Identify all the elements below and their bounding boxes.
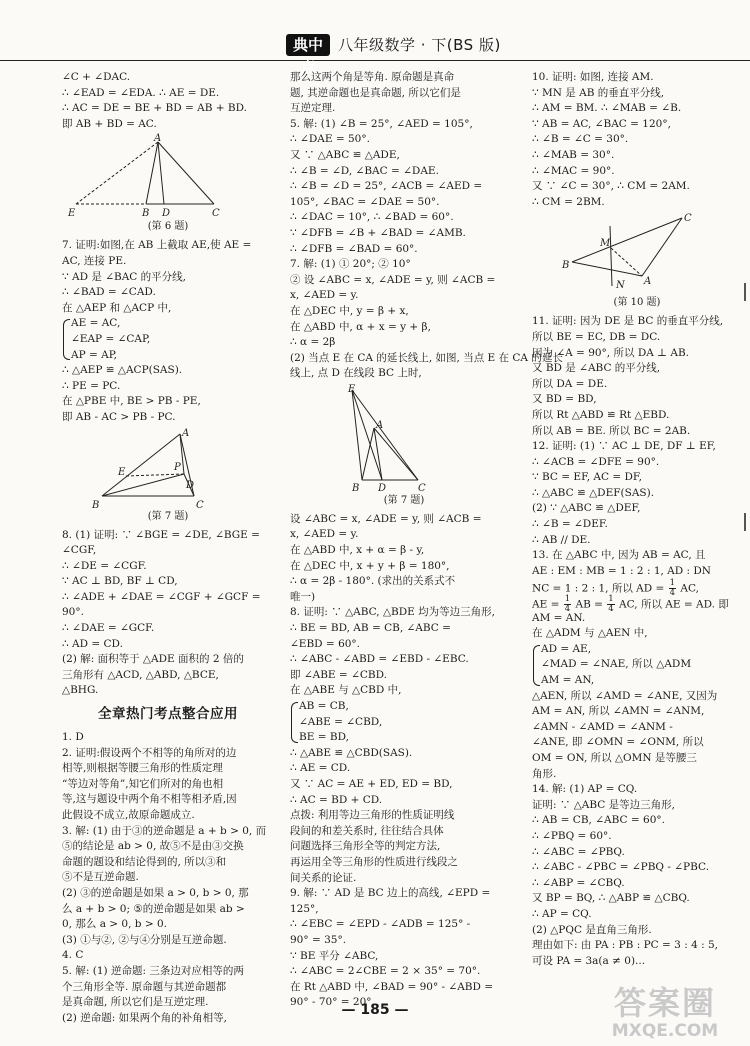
text-line: 因为 ∠A = 90°, 所以 DA ⊥ AB.: [532, 346, 690, 359]
fig6-label-e: E: [68, 208, 76, 220]
fraction-den: 4: [564, 604, 571, 615]
text-line: ∴ BE = BD, AB = CB, ∠ABC =: [290, 622, 451, 635]
section-title: 全章热门考点整合应用: [98, 706, 238, 723]
text-line: 所以 AB = BE. 所以 BC = 2AB.: [532, 424, 691, 437]
text-line: 8. (1) 证明: ∵ ∠BGE = ∠DE, ∠BGE =: [62, 528, 260, 541]
text-line: ∴ ∠DFB = ∠BAD = 60°.: [290, 242, 418, 255]
text-line: AB = CB,: [299, 700, 349, 712]
text-line: ∴ ∠B = ∠D, ∠BAC = ∠DAE.: [290, 164, 439, 177]
text-line: 又 BD = BD,: [532, 393, 597, 406]
text-line: ∴ AC = BD + CD.: [290, 793, 383, 806]
figure-7-diagram: [62, 428, 262, 510]
fig7b-label-b: B: [352, 482, 360, 494]
fig10-label-m: M: [600, 238, 611, 250]
text-line: ∴ α = 2β: [290, 336, 336, 349]
text-line: ∴ ∠EAD = ∠EDA. ∴ AE = DE.: [62, 86, 220, 99]
text-line: 又 ∵ AC = AE + ED, ED = BD,: [290, 777, 453, 790]
figure-7b-diagram: [290, 384, 510, 494]
text-line: 即 AB + BD = AC.: [62, 117, 157, 130]
fraction-num: 1: [564, 594, 571, 605]
text-line: 即 ∠ABE = ∠CBD.: [290, 668, 388, 681]
watermark: [590, 985, 740, 1043]
text-line: ∴ ∠BAD = ∠CAD.: [62, 286, 156, 299]
text-line: 1. D: [62, 731, 84, 743]
column-1: [62, 70, 274, 1026]
figure-7b: [290, 384, 518, 508]
answer-7-cont: [62, 363, 274, 425]
answers-13-14: [532, 689, 742, 970]
text-line: ∴ CM = 2BM.: [532, 195, 605, 208]
text-line: AE : EM : MB = 1 : 2 : 1, AD : DN: [532, 564, 711, 577]
page-header: [0, 30, 750, 76]
fig7-label-e: E: [118, 466, 126, 478]
text-line: (2) ∵ △ABC ≌ △DEF,: [532, 502, 641, 515]
text-line: ∴ ∠DAE = 50°.: [290, 133, 370, 146]
fig7b-label-e: E: [348, 383, 356, 395]
text-line: ∴ ∠ADE + ∠DAE = ∠CGF + ∠GCF =: [62, 590, 261, 603]
text-line: 又 ∵ △ABC ≌ △ADE,: [290, 148, 400, 161]
text-line: 13. 在 △ABC 中, 因为 AB = AC, 且: [532, 549, 706, 562]
answer-7-brace: [62, 316, 274, 363]
answer-block-2: [290, 512, 518, 699]
text-line: AP = AP,: [71, 348, 117, 361]
margin-mark: [744, 513, 746, 531]
text-line: (2) △PQC 是直角三角形.: [532, 923, 652, 936]
fig7-label-d: D: [186, 479, 195, 491]
fig7-label-c: C: [196, 499, 204, 511]
text-line: 在 △ABD 中, x + α = β - y,: [290, 544, 425, 557]
text-line: 3. 解: (1) 由于③的逆命题是 a + b > 0, 而: [62, 824, 267, 837]
text-line: ∴ ∠ACB = ∠DFE = 90°.: [532, 455, 660, 468]
text-line: ∠EAP = ∠CAP,: [71, 332, 151, 345]
text-line: 个三角形全等. 原命题与其逆命题都: [62, 980, 227, 993]
text-line: (2) 当点 E 在 CA 的延长线上, 如图, 当点 E 在 CA 的延长: [290, 351, 563, 364]
text-line: ∴ ∠DAC = 10°, ∴ ∠BAD = 60°.: [290, 211, 454, 224]
fig6-label-d: D: [162, 208, 171, 220]
text-line: 8. 证明: ∵ △ABC, △BDE 均为等边三角形,: [290, 606, 496, 619]
text-line: 90°.: [62, 606, 84, 619]
frac-line-pre: NC = 1 : 2 : 1, 所以 AD =: [532, 582, 665, 595]
fig6-label-c: C: [212, 208, 220, 220]
text-line: ∴ AP = CQ.: [532, 907, 592, 920]
text-line: ∴ △AEP ≌ △ACP(SAS).: [62, 364, 183, 377]
text-line: ∵ AC ⊥ BD, BF ⊥ CD,: [62, 575, 178, 588]
text-line: 即 AB - AC > PB - PC.: [62, 410, 176, 423]
text-line: 证明: ∵ △ABC 是等边三角形,: [532, 798, 675, 811]
text-line: AC, 连接 PE.: [62, 254, 127, 267]
frac-line2-pre: AE =: [532, 598, 560, 611]
text-line: ∴ AE = CD.: [290, 762, 351, 775]
text-line: 是真命题, 所以它们是互逆定理.: [62, 996, 209, 1009]
fig10-label-b: B: [562, 260, 570, 272]
text-line: (2) 逆命题: 如果两个角的补角相等,: [62, 1011, 227, 1024]
fraction-num: 1: [608, 594, 614, 605]
text-line: △BHG.: [62, 684, 99, 697]
text-line: (2) ③的逆命题是如果 a > 0, b > 0, 那: [62, 886, 249, 899]
answer-block: [62, 70, 274, 132]
text-line: 可设 PA = 3a(a ≠ 0)...: [532, 954, 646, 967]
text-line: 12. 证明: (1) ∵ AC ⊥ DE, DF ⊥ EF,: [532, 440, 716, 453]
text-line: 105°, ∠BAC = ∠DAE = 50°.: [290, 195, 440, 208]
text-line: 命题的题设和结论得到的, 所以③和: [62, 855, 227, 868]
text-line: ∴ ∠B = ∠C = 30°.: [532, 133, 629, 146]
text-line: 又 ∵ ∠C = 30°, ∴ CM = 2AM.: [532, 180, 690, 193]
text-line: 么 a + b > 0; ⑤的逆命题是如果 ab >: [62, 902, 245, 915]
text-line: 问题选择三角形全等的判定方法,: [290, 840, 441, 853]
text-line: ∴ α = 2β - 180°. (求出的关系式不: [290, 575, 456, 588]
figure-6: [62, 134, 274, 234]
fig7b-label-c: C: [418, 482, 426, 494]
text-line: 所以 DA = DE.: [532, 377, 608, 390]
text-line: BE = BD,: [299, 731, 349, 744]
fig7-label-p: P: [174, 461, 181, 473]
text-line: ∵ ∠DFB = ∠B + ∠BAD = ∠AMB.: [290, 226, 466, 239]
brand-logo: 典中点: [286, 34, 330, 56]
answer-10: [532, 70, 742, 210]
text-line: x, ∠AED = y.: [290, 528, 359, 541]
text-line: ∠ANE, 即 ∠OMN = ∠ONM, 所以: [532, 736, 704, 749]
text-line: 再运用全等三角形的性质进行线段之: [290, 855, 458, 868]
fig7b-label-d: D: [378, 482, 387, 494]
frac-line: [532, 578, 742, 599]
section-answers: [62, 730, 274, 1026]
text-line: 5. 解: (1) ∠B = 25°, ∠AED = 105°,: [290, 117, 473, 130]
text-line: OM = ON, 所以 △OMN 是等腰三: [532, 751, 697, 764]
text-line: 在 △AEP 和 △ACP 中,: [62, 301, 172, 314]
figure-10-caption: (第 10 题): [613, 297, 661, 309]
text-line: AE = AC,: [71, 317, 121, 330]
text-line: ∴ ∠ABP = ∠CBQ.: [532, 876, 625, 889]
text-line: ∴ ∠ABC = ∠PBQ.: [532, 845, 625, 858]
answers-11-13: [532, 314, 742, 579]
text-line: ∠C + ∠DAC.: [62, 71, 131, 83]
fig7b-label-a: A: [376, 419, 384, 431]
fig10-label-a: A: [644, 276, 652, 288]
text-line: 在 △ADM 与 △AEN 中,: [532, 627, 648, 640]
text-line: AM = AN, 所以 ∠AMN = ∠ANM,: [532, 705, 705, 718]
text-line: x, ∠AED = y.: [290, 289, 359, 302]
text-line: AM = AN,: [541, 674, 595, 686]
frac-line2-mid: AB =: [575, 598, 603, 611]
text-line: 7. 解: (1) ① 20°; ② 10°: [290, 258, 411, 271]
text-line: ∴ AB // DE.: [532, 533, 591, 546]
frac-line2-post: AC, 所以 AE = AD. 即: [619, 598, 729, 611]
text-line: 11. 证明: 因为 DE 是 BC 的垂直平分线,: [532, 315, 724, 328]
text-line: ∵ AD 是 ∠BAC 的平分线,: [62, 270, 187, 283]
text-line: △AEN, 所以 ∠AMD = ∠ANE, 又因为: [532, 689, 718, 702]
text-line: ∠ABE = ∠CBD,: [299, 715, 383, 728]
figure-10-diagram: [532, 212, 732, 296]
answer-8-brace: [290, 699, 518, 746]
text-line: 90° - 70° = 20°.: [290, 996, 375, 1009]
text-line: 0, 那么 a > 0, b > 0.: [62, 918, 167, 931]
text-line: 角形.: [532, 767, 557, 780]
text-line: ∴ ∠DAE = ∠GCF.: [62, 622, 155, 635]
text-line: 在 △PBE 中, BE > PB - PE,: [62, 395, 201, 408]
answer-8: [62, 528, 274, 700]
text-line: ⑤的结论是 ab > 0, 故⑤不是由③交换: [62, 840, 244, 853]
text-line: 10. 证明: 如图, 连接 AM.: [532, 71, 654, 83]
text-line: 14. 解: (1) AP = CQ.: [532, 783, 638, 796]
text-line: ∵ MN 是 AB 的垂直平分线,: [532, 86, 665, 99]
text-line: ∵ BE 平分 ∠ABC,: [290, 949, 379, 962]
figure-6-diagram: [62, 134, 262, 220]
text-line: ∵ AB = AC, ∠BAC = 120°,: [532, 117, 671, 130]
text-line: 设 ∠ABC = x, ∠ADE = y, 则 ∠ACB =: [290, 512, 482, 525]
text-line: 那么这两个角是等角. 原命题是真命: [290, 71, 455, 83]
text-line: ∴ PE = PC.: [62, 379, 121, 392]
text-line: 又 BD 是 ∠ABC 的平分线,: [532, 362, 661, 375]
text-line: (3) ①与②, ②与④分别是互逆命题.: [62, 933, 227, 946]
text-line: ∴ ∠ABC = 2∠CBE = 2 × 35° = 70°.: [290, 965, 481, 978]
text-line: 所以 BE = EC, DB = DC.: [532, 330, 661, 343]
column-3: [532, 70, 742, 969]
text-line: 9. 解: ∵ AD 是 BC 边上的高线, ∠EPD =: [290, 887, 491, 900]
text-line: ∵ BC = EF, AC = DF,: [532, 471, 642, 484]
text-line: 7. 证明:如图,在 AB 上截取 AE,使 AE =: [62, 239, 252, 252]
text-line: 所以 Rt △ABD ≌ Rt △EBD.: [532, 408, 670, 421]
text-line: ∴ AM = BM. ∴ ∠MAB = ∠B.: [532, 102, 682, 115]
fig7-label-a: A: [182, 427, 190, 439]
answer-block-3: [290, 746, 518, 1011]
text-line: 在 △ABE 与 △CBD 中,: [290, 684, 402, 697]
text-line: ∴ ∠DE = ∠CGF.: [62, 559, 147, 572]
text-line: ⑤不是互逆命题.: [62, 871, 139, 884]
text-line: 线上, 点 D 在线段 BC 上时,: [290, 367, 422, 380]
answer-7: [62, 238, 274, 316]
text-line: ∴ △ABC ≌ △DEF(SAS).: [532, 486, 655, 499]
text-line: ∴ AC = DE = BE + BD = AB + BD.: [62, 102, 247, 115]
text-line: 段间的和差关系时, 往往结合具体: [290, 824, 444, 837]
text-line: 在 △DEC 中, y = β + x,: [290, 304, 409, 317]
text-line: 间关系的论证.: [290, 871, 357, 884]
text-line: ∴ ∠MAB = 30°.: [532, 148, 615, 161]
text-line: ∴ ∠ABC - ∠PBC = ∠PBQ - ∠PBC.: [532, 861, 710, 874]
watermark-text: 答案圈: [613, 984, 716, 1022]
figure-7: [62, 428, 274, 524]
text-line: 125°,: [290, 902, 319, 915]
fig6-label-b: B: [142, 208, 150, 220]
figure-10: [532, 212, 742, 310]
figure-7-caption: (第 7 题): [147, 510, 189, 522]
text-line: (2) 解: 面积等于 △ADE 面积的 2 倍的: [62, 653, 244, 666]
answer-block: [290, 70, 563, 382]
text-line: 三角形有 △ACD, △ABD, △BCE,: [62, 668, 219, 681]
text-line: 相等,则根据等腰三角形的性质定理: [62, 762, 223, 775]
fig6-label-a: A: [154, 133, 162, 145]
text-line: ∴ ∠PBQ = 60°.: [532, 829, 612, 842]
text-line: 等,这与题设中两个角不相等相矛盾,因: [62, 793, 237, 806]
text-line: ∴ △ABE ≌ △CBD(SAS).: [290, 746, 413, 759]
text-line: 唯一): [290, 590, 316, 603]
text-line: ∴ ∠EBC = ∠EPD - ∠ADB = 125° -: [290, 918, 471, 931]
page-number: — 185 —: [341, 1002, 409, 1018]
text-line: 此假设不成立,故原命题成立.: [62, 808, 195, 821]
text-line: 在 △DEC 中, x + y + β = 180°,: [290, 559, 450, 572]
fig10-label-n: N: [616, 280, 625, 292]
text-line: 互逆定理.: [290, 102, 336, 115]
text-line: ∠EBD = 60°.: [290, 637, 361, 650]
text-line: ∴ ∠MAC = 90°.: [532, 164, 615, 177]
text-line: ∴ ∠ABC - ∠ABD = ∠EBD - ∠EBC.: [290, 653, 469, 666]
fraction: [607, 595, 614, 614]
fraction-den: 4: [608, 604, 614, 615]
text-line: ∠CGF,: [62, 544, 97, 557]
fig10-label-c: C: [684, 213, 692, 225]
text-line: ∠AMN - ∠AMD = ∠ANM -: [532, 720, 673, 733]
text-line: AM = AN.: [532, 611, 586, 624]
text-line: ∴ ∠B = ∠DEF.: [532, 518, 608, 531]
text-line: 又 BP = BQ, ∴ △ABP ≌ △CBQ.: [532, 892, 690, 905]
fig7-label-b: B: [92, 499, 100, 511]
frac-line-2: [532, 594, 742, 615]
text-line: 4. C: [62, 949, 84, 962]
text-line: ∴ ∠B = ∠D = 25°, ∠ACB = ∠AED =: [290, 180, 483, 193]
figure-6-caption: (第 6 题): [147, 221, 189, 233]
margin-mark: [744, 283, 746, 301]
text-line: 点拨: 利用等边三角形的性质证明线: [290, 809, 455, 822]
header-title: 八年级数学 · 下(BS 版): [338, 36, 501, 54]
watermark-url: MXQE.COM: [611, 1021, 719, 1041]
text-line: 2. 证明:假设两个不相等的角所对的边: [62, 746, 237, 759]
figure-7b-caption: (第 7 题): [383, 494, 425, 506]
text-line: “等边对等角”,知它们所对的角也相: [62, 777, 224, 790]
frac-line-post: AC,: [680, 582, 700, 595]
text-line: 5. 解: (1) 逆命题: 三条边对应相等的两: [62, 964, 244, 977]
fraction-num: 1: [669, 578, 676, 589]
fraction-den: 4: [669, 588, 676, 599]
text-line: ② 设 ∠ABC = x, ∠ADE = y, 则 ∠ACB =: [290, 273, 496, 286]
text-line: 在 △ABD 中, α + x = y + β,: [290, 320, 431, 333]
text-line: ∠MAD = ∠NAE, 所以 △ADM: [541, 658, 692, 671]
text-line: 90° = 35°.: [290, 933, 347, 946]
text-line: ∴ AB = CB, ∠ABC = 60°.: [532, 814, 665, 827]
text-line: ∴ AD = CD.: [62, 637, 123, 650]
answer-13-cont: [532, 611, 742, 642]
answer-13-brace: [532, 642, 742, 689]
text-line: 在 Rt △ABD 中, ∠BAD = 90° - ∠ABD =: [290, 980, 494, 993]
text-line: 理由如下: 由 PA : PB : PC = 3 : 4 : 5,: [532, 939, 718, 952]
text-line: 题, 其逆命题也是真命题, 所以它们是: [290, 86, 461, 99]
text-line: AD = AE,: [541, 642, 592, 655]
